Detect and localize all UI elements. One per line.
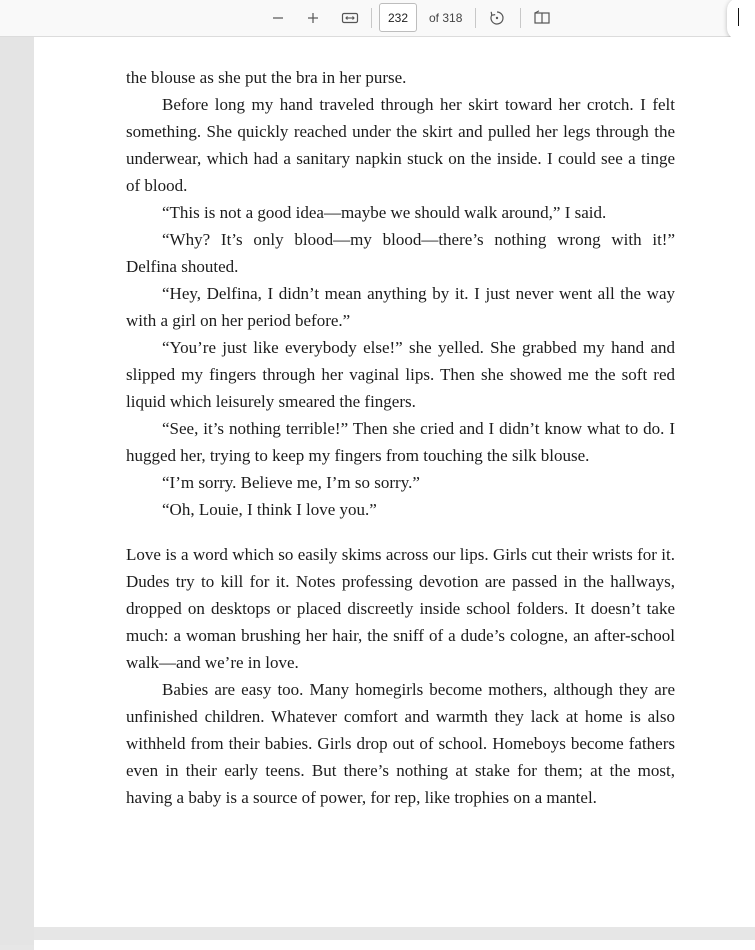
paragraph: the blouse as she put the bra in her purse. (126, 68, 407, 87)
two-page-view-button[interactable] (529, 5, 555, 31)
paragraph: “You’re just like everybody else!” she yelled. She grabbed my hand and slipped my fingers through her vaginal lips. Then she showed me the soft red liquid which leisurely smeared the fingers. (126, 338, 675, 411)
paragraph: “Oh, Louie, I think I love you.” (162, 500, 377, 519)
page-number-input[interactable] (379, 3, 417, 32)
paragraph: “I’m sorry. Believe me, I’m so sorry.” (162, 473, 420, 492)
zoom-out-button[interactable] (265, 5, 291, 31)
rotate-button[interactable] (484, 5, 510, 31)
fit-width-icon (341, 11, 359, 25)
toolbar-divider (520, 8, 521, 28)
pdf-toolbar (0, 0, 755, 37)
toolbar-divider (475, 8, 476, 28)
paragraph: “This is not a good idea—maybe we should walk around,” I said. (162, 203, 607, 222)
zoom-in-button[interactable] (300, 5, 326, 31)
paragraph: Before long my hand traveled through her skirt toward her crotch. I felt something. She quickly reached under the skirt and pulled her legs through the underwear, which had a sanitary napkin stuck on the inside. I could see a tinge of blood. (126, 95, 675, 195)
page-total-label: of 318 (429, 11, 463, 25)
document-page (34, 37, 755, 927)
text-cursor (738, 8, 739, 26)
page-text (126, 64, 675, 811)
minus-icon (271, 11, 285, 25)
rotate-icon (488, 9, 506, 27)
paragraph: “See, it’s nothing terrible!” Then she cried and I didn’t know what to do. I hugged her, trying to keep my fingers from touching the silk blouse. (126, 419, 675, 465)
fit-width-button[interactable] (337, 5, 363, 31)
paragraph: “Hey, Delfina, I didn’t mean anything by it. I just never went all the way with a girl on her period before.” (126, 284, 675, 330)
paragraph: Babies are easy too. Many homegirls become mothers, although they are unfinished children. Whatever comfort and warmth they lack at home is also withheld from their babies. Girls drop out of school. Homeboys become fathers even in their early teens. But there’s nothing at stake for them; at the most, having a baby is a source of power, for rep, like trophies on a mantel. (126, 680, 675, 807)
plus-icon (306, 11, 320, 25)
panel-corner (727, 0, 755, 40)
viewer-gutter (0, 37, 34, 945)
next-page (34, 940, 755, 950)
toolbar-divider (371, 8, 372, 28)
section-paragraph: Love is a word which so easily skims across our lips. Girls cut their wrists for it. Dudes try to kill for it. Notes professing devotion are passed in the hallways, dropped on desktops or placed discreetly inside school folders. It doesn’t take much: a woman brushing her hair, the sniff of a dude’s cologne, an after-school walk—and we’re in love. (126, 545, 675, 672)
paragraph: “Why? It’s only blood—my blood—there’s nothing wrong with it!” Delfina shouted. (126, 230, 675, 276)
two-page-icon (533, 10, 551, 26)
